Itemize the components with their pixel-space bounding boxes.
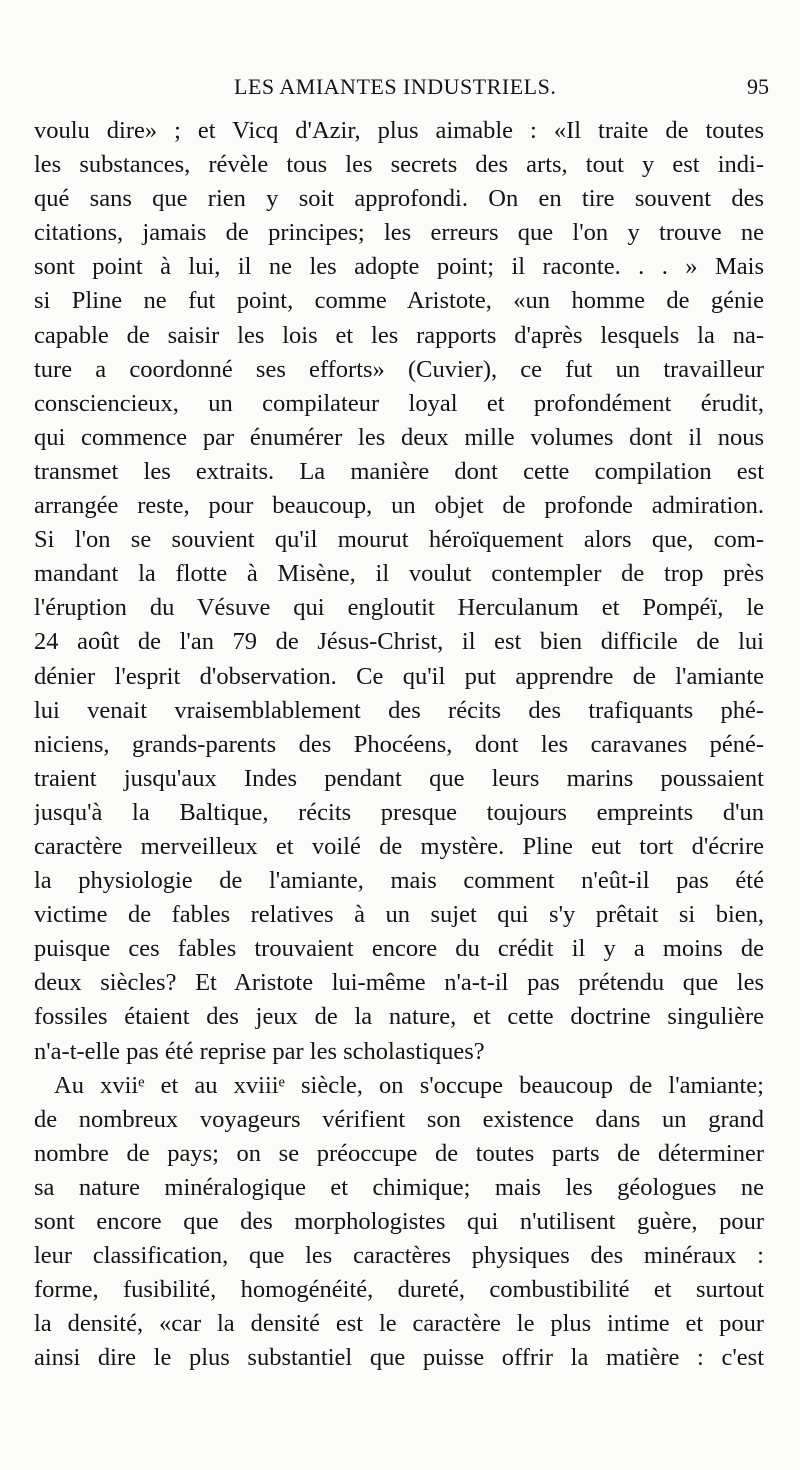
text-line: puisque ces fables trouvaient encore du crédit il y a moins de [34,935,764,963]
text-line: deux siècles? Et Aristote lui-même n'a-t-il pas prétendu que les [34,969,764,997]
text-line: sont encore que des morphologistes qui n'utilisent guère, pour [34,1208,764,1235]
text-line: consciencieux, un compilateur loyal et profondément érudit, [34,389,764,417]
text-line: victime de fables relatives à un sujet qui s'y prêtait si bien, [34,901,764,929]
text-line: jusqu'à la Baltique, récits presque toujours empreints d'un [34,798,764,826]
text-line: qui commence par énumérer les deux mille volumes dont il nous [34,423,764,451]
text-line: mandant la flotte à Misène, il voulut contempler de trop près [34,560,764,588]
text-line: dénier l'esprit d'observation. Ce qu'il put apprendre de l'amiante [34,662,764,690]
text-line: leur classification, que les caractères physiques des minéraux : [34,1242,764,1270]
paragraph-end-line: n'a-t-elle pas été reprise par les scholastiques? [34,1037,485,1065]
text-line: si Pline ne fut point, comme Aristote, «un homme de génie [34,287,764,315]
text-line: traient jusqu'aux Indes pendant que leurs marins poussaient [34,764,764,792]
text-line: citations, jamais de principes; les erreurs que l'on y trouve ne [34,219,764,247]
text-line: Si l'on se souvient qu'il mourut héroïquement alors que, com- [34,526,764,554]
paragraph-start-line: Au xviiᵉ et au xviiiᵉ siècle, on s'occupe beaucoup de l'amiante; [54,1071,764,1099]
text-line: qué sans que rien y soit approfondi. On en tire souvent des [34,185,764,213]
text-line: ture a coordonné ses efforts» (Cuvier), ce fut un travailleur [34,355,764,383]
text-line: nombre de pays; on se préoccupe de toutes parts de déterminer [34,1139,764,1167]
text-line: capable de saisir les lois et les rapports d'après lesquels la na- [34,321,764,349]
text-line: sont point à lui, il ne les adopte point; il raconte. . . » Mais [34,253,764,281]
text-line: lui venait vraisemblablement des récits des trafiquants phé- [34,696,764,724]
text-line: transmet les extraits. La manière dont cette compilation est [34,457,764,485]
text-line: de nombreux voyageurs vérifient son existence dans un grand [34,1105,764,1133]
text-line: l'éruption du Vésuve qui engloutit Herculanum et Pompéï, le [34,594,764,622]
running-head [34,70,769,106]
text-line: voulu dire» ; et Vicq d'Azir, plus aimable : «Il traite de toutes [34,117,764,144]
text-line: ainsi dire le plus substantiel que puisse offrir la matière : c'est [34,1344,764,1372]
text-line: sa nature minéralogique et chimique; mais les géologues ne [34,1173,764,1201]
text-line: arrangée reste, pour beaucoup, un objet de profonde admiration. [34,492,764,520]
page-number: 95 [747,74,769,99]
text-line: fossiles étaient des jeux de la nature, et cette doctrine singulière [34,1003,764,1031]
running-title: LES AMIANTES INDUSTRIELS. [234,74,557,99]
body-text [34,114,764,1375]
text-line: caractère merveilleux et voilé de mystère. Pline eut tort d'écrire [34,832,764,860]
text-line: la densité, «car la densité est le caractère le plus intime et pour [34,1310,764,1338]
text-line: 24 août de l'an 79 de Jésus-Christ, il est bien difficile de lui [34,628,764,656]
text-line: niciens, grands-parents des Phocéens, dont les caravanes péné- [34,730,764,758]
text-line: les substances, révèle tous les secrets des arts, tout y est indi- [34,151,764,179]
text-line: forme, fusibilité, homogénéité, dureté, combustibilité et surtout [34,1276,764,1304]
text-line: la physiologie de l'amiante, mais comment n'eût-il pas été [34,867,764,895]
